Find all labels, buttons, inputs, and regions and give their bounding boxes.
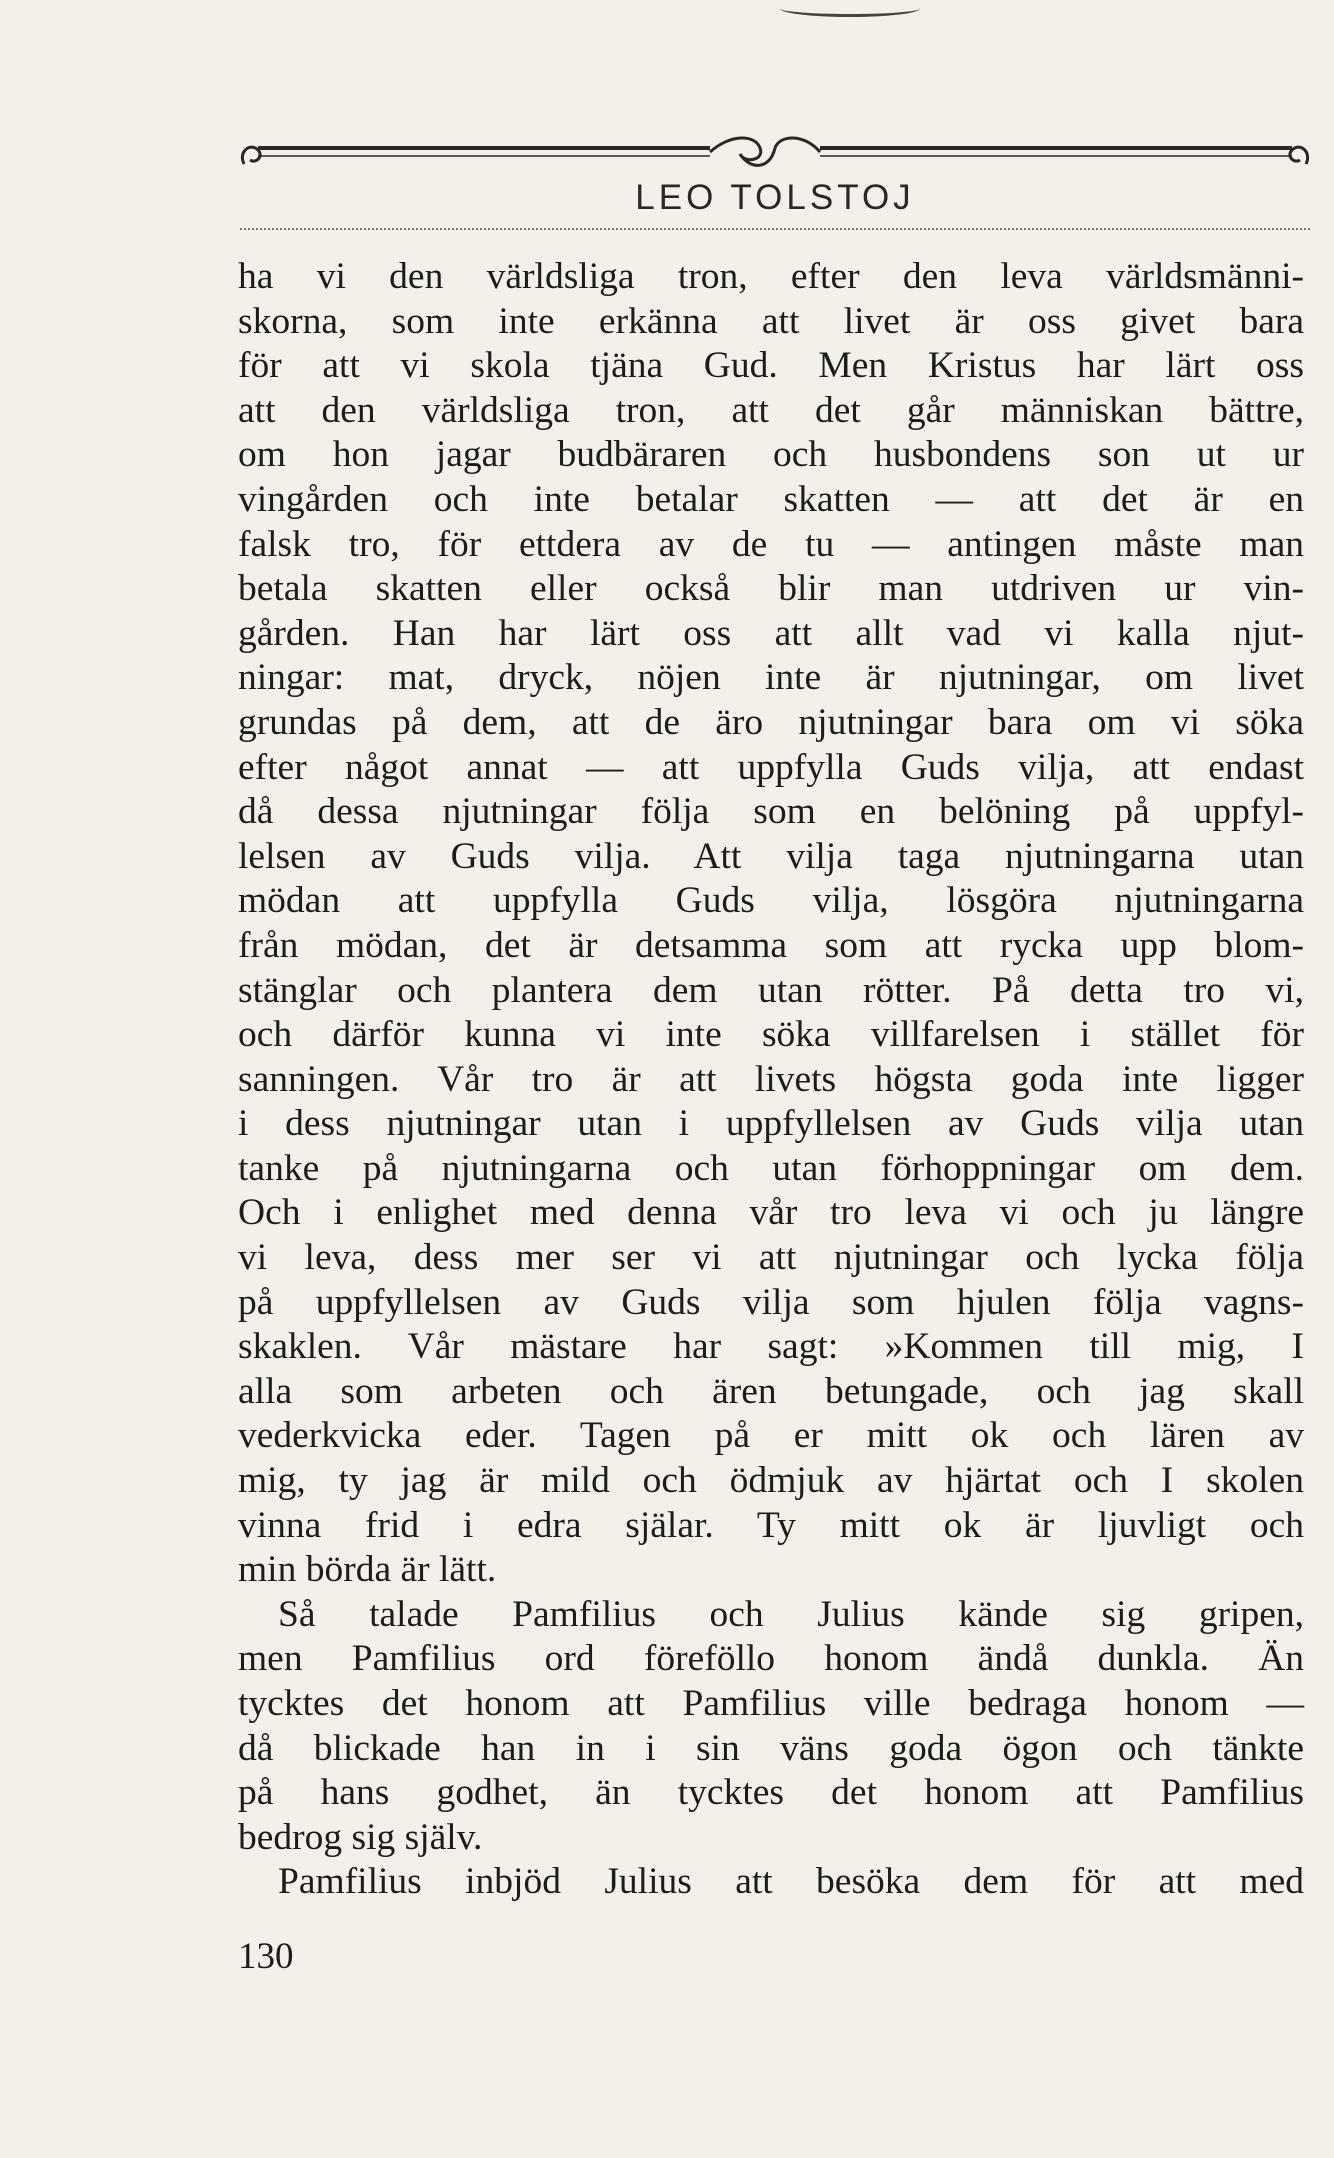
text-line: min börda är lätt. xyxy=(238,1549,497,1591)
text-line: grundas på dem, att de äro njutningar bara om vi söka xyxy=(238,701,1304,743)
page-number: 130 xyxy=(238,1936,294,1977)
decorative-rule-icon xyxy=(240,130,1310,174)
text-line: från mödan, det är detsamma som att rycka upp blom- xyxy=(238,924,1304,966)
text-line: då blickade han in i sin väns goda ögon och tänkte xyxy=(238,1727,1304,1769)
text-line: betala skatten eller också blir man utdriven ur vin- xyxy=(238,568,1304,610)
text-line: mödan att uppfylla Guds vilja, lösgöra njutningarna xyxy=(238,880,1304,922)
text-line: för att vi skola tjäna Gud. Men Kristus har lärt oss xyxy=(238,345,1304,387)
text-line: Och i enlighet med denna vår tro leva vi och ju längre xyxy=(238,1192,1304,1234)
text-line: skaklen. Vår mästare har sagt: »Kommen till mig, I xyxy=(238,1326,1304,1368)
text-line: lelsen av Guds vilja. Att vilja taga njutningarna utan xyxy=(238,835,1304,877)
text-line: i dess njutningar utan i uppfyllelsen av Guds vilja utan xyxy=(238,1103,1304,1145)
text-line: bedrog sig själv. xyxy=(238,1816,483,1858)
text-line: tanke på njutningarna och utan förhoppningar om dem. xyxy=(238,1147,1304,1189)
text-line: alla som arbeten och ären betungade, och jag skall xyxy=(238,1370,1304,1412)
text-line: stänglar och plantera dem utan rötter. På detta tro vi, xyxy=(238,969,1304,1011)
body-text xyxy=(238,255,1304,1905)
text-line: falsk tro, för ettdera av de tu — antingen måste man xyxy=(238,523,1304,565)
text-line: ningar: mat, dryck, nöjen inte är njutningar, om livet xyxy=(238,657,1304,699)
text-line: på uppfyllelsen av Guds vilja som hjulen följa vagns- xyxy=(238,1281,1304,1323)
text-line: på hans godhet, än tycktes det honom att Pamfilius xyxy=(238,1772,1304,1814)
running-head: LEO TOLSTOJ xyxy=(635,178,915,217)
text-line: tycktes det honom att Pamfilius ville bedraga honom — xyxy=(238,1683,1304,1724)
text-line: men Pamfilius ord föreföllo honom ändå dunkla. Än xyxy=(238,1638,1304,1680)
page-edge-mark xyxy=(780,0,920,17)
text-line: vi leva, dess mer ser vi att njutningar och lycka följa xyxy=(238,1237,1304,1279)
text-line: Så talade Pamfilius och Julius kände sig gripen, xyxy=(278,1593,1304,1635)
text-line: skorna, som inte erkänna att livet är oss givet bara xyxy=(238,300,1304,342)
text-line: ha vi den världsliga tron, efter den leva världsmänni- xyxy=(238,256,1304,297)
header-rule xyxy=(240,228,1310,230)
text-line: Pamfilius inbjöd Julius att besöka dem för att med xyxy=(278,1861,1304,1903)
text-line: mig, ty jag är mild och ödmjuk av hjärtat och I skolen xyxy=(238,1460,1304,1502)
text-line: då dessa njutningar följa som en belöning på uppfyl- xyxy=(238,791,1304,833)
text-line: sanningen. Vår tro är att livets högsta goda inte ligger xyxy=(238,1058,1304,1100)
text-line: om hon jagar budbäraren och husbondens son ut ur xyxy=(238,434,1304,476)
text-line: vingården och inte betalar skatten — att det är en xyxy=(238,478,1304,520)
text-line: och därför kunna vi inte söka villfarelsen i stället för xyxy=(238,1014,1304,1056)
text-line: gården. Han har lärt oss att allt vad vi kalla njut- xyxy=(238,612,1304,654)
text-line: vederkvicka eder. Tagen på er mitt ok och lären av xyxy=(238,1415,1304,1457)
text-line: att den världsliga tron, att det går människan bättre, xyxy=(238,389,1304,431)
text-line: efter något annat — att uppfylla Guds vilja, att endast xyxy=(238,746,1304,788)
text-line: vinna frid i edra själar. Ty mitt ok är ljuvligt och xyxy=(238,1504,1304,1546)
